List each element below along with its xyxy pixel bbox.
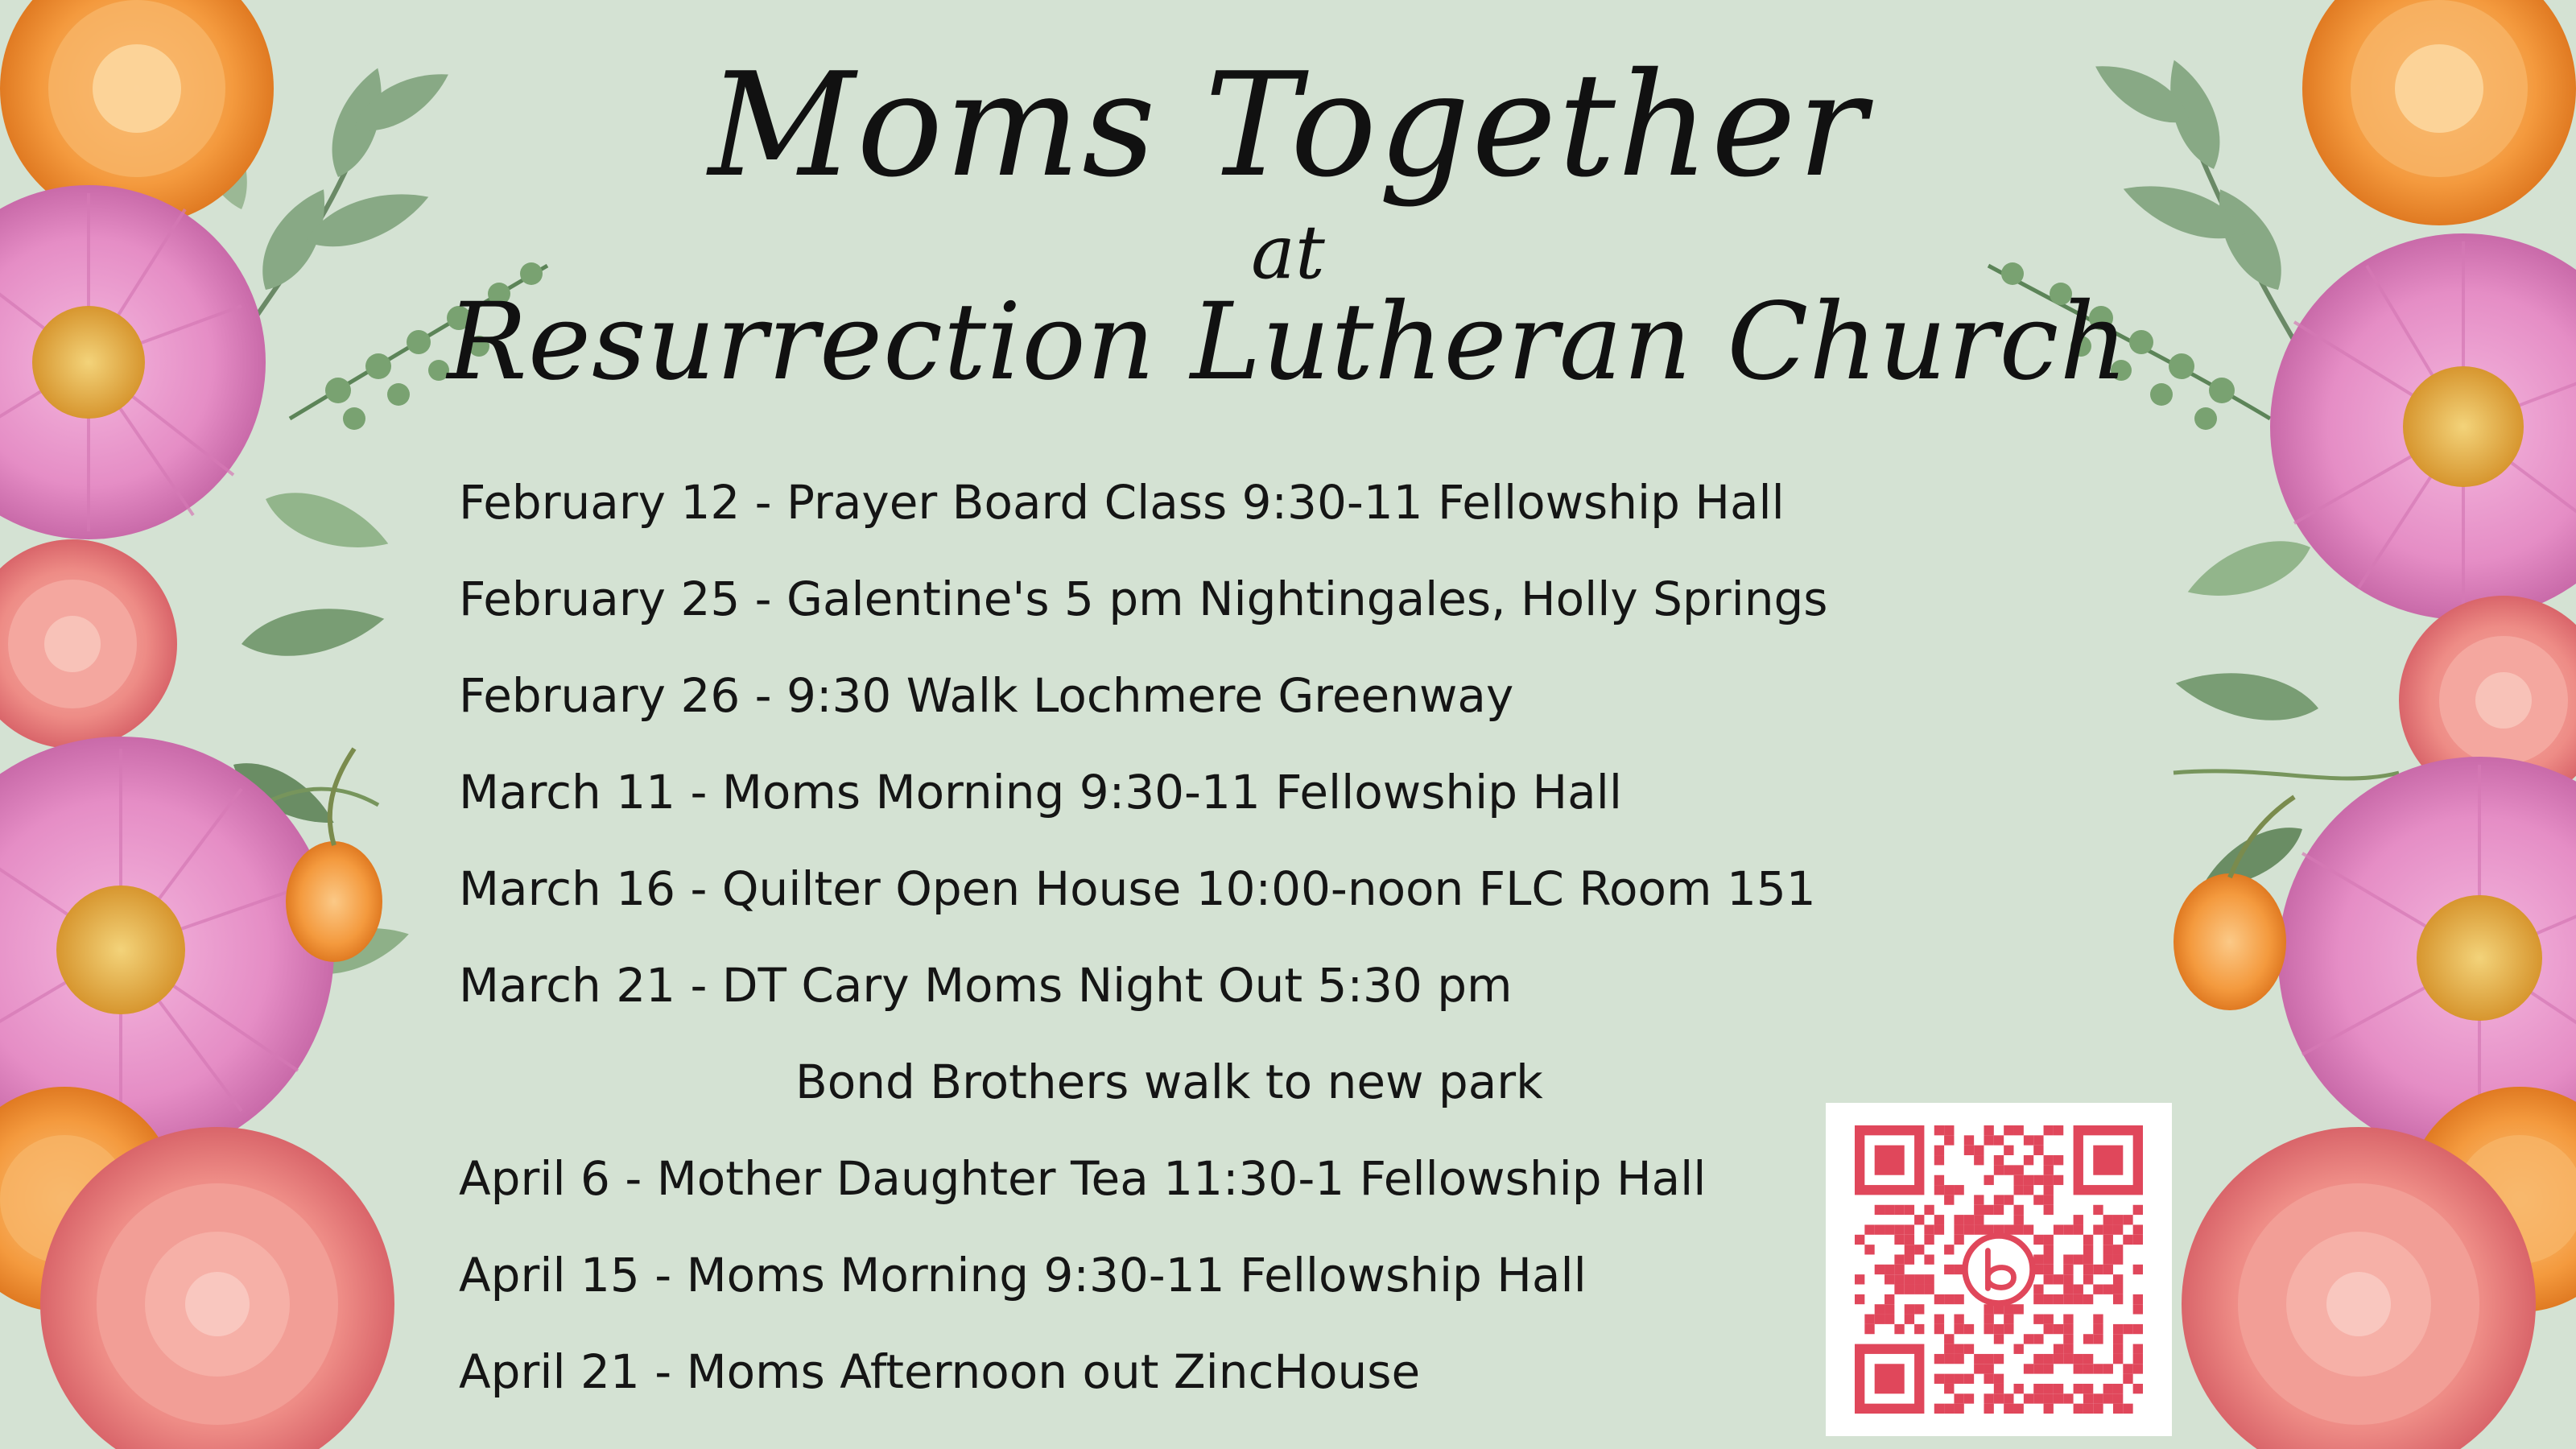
qr-code-graphic [1855, 1125, 2143, 1414]
event-item: April 6 - Mother Daughter Tea 11:30-1 Fellowship Hall [459, 1151, 1707, 1206]
orange-flower-icon [2174, 797, 2294, 1010]
qr-code-icon[interactable] [1826, 1103, 2172, 1436]
rose-icon [0, 539, 177, 749]
event-item-continuation: Bond Brothers walk to new park [795, 1055, 1543, 1109]
event-list [459, 459, 1940, 1425]
title-connector: at [1251, 209, 1325, 295]
event-item: February 26 - 9:30 Walk Lochmere Greenway [459, 668, 1514, 723]
event-item: April 21 - Moms Afternoon out ZincHouse [459, 1344, 1421, 1399]
event-item: March 11 - Moms Morning 9:30-11 Fellowship Hall [459, 765, 1622, 819]
event-item: March 21 - DT Cary Moms Night Out 5:30 pm [459, 958, 1513, 1013]
main-title: Moms Together [708, 42, 1868, 208]
event-item: March 16 - Quilter Open House 10:00-noon FLC Room 151 [459, 861, 1816, 916]
event-item: February 12 - Prayer Board Class 9:30-11 Fellowship Hall [459, 475, 1785, 530]
event-item: April 15 - Moms Morning 9:30-11 Fellowship Hall [459, 1248, 1587, 1302]
church-name: Resurrection Lutheran Church [447, 280, 2129, 404]
event-item: February 25 - Galentine's 5 pm Nightingales, Holly Springs [459, 572, 1828, 626]
